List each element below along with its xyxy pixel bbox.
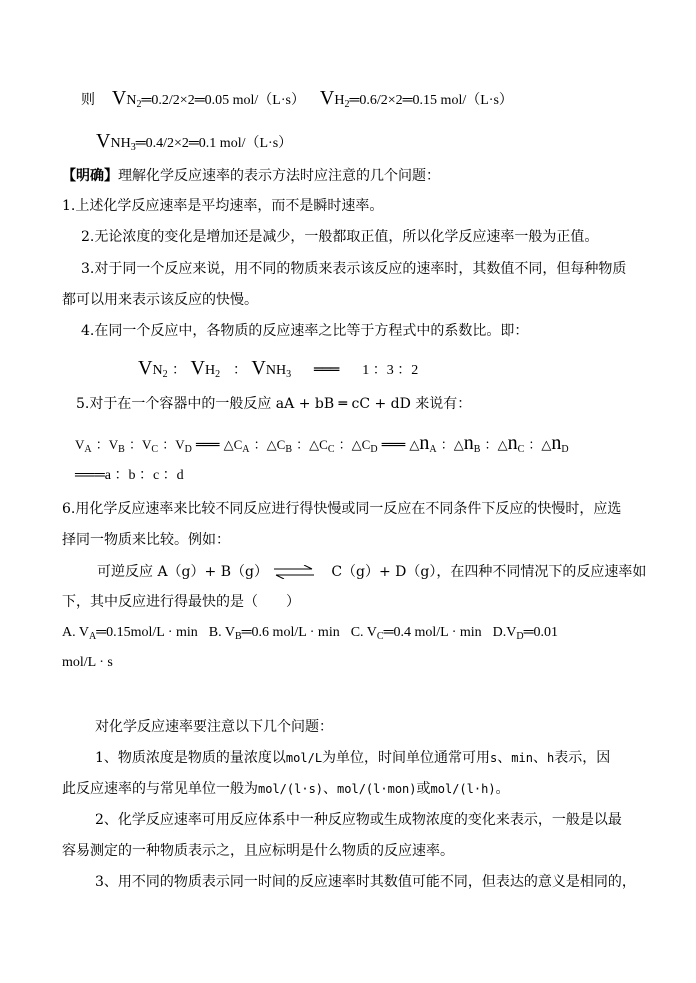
option-c[interactable]: C. $V_C═0.4$ mol/L · min [350,625,482,642]
point-4: 4.在同一个反应中，各物质的反应速率之比等于方程式中的系数比。即： [81,323,529,339]
answer-options [62,625,558,643]
section-2-point-2-line-2: 容易测定的一种物质表示之，且应标明是什么物质的反应速率。 [62,843,454,859]
example-reaction: 可逆反应 A（g）+ B（g） C（g）+ D（g），在四种不同情况下的反应速率如 [97,564,647,580]
clarify-heading: 【明确】理解化学反应速率的表示方法时应注意的几个问题： [62,168,440,184]
ratio-value: 1 ：3 ：2 [362,363,419,378]
general-rate-ratio: ═══a ：b ：c ：d [75,468,184,483]
rate-h2-value: ═0.6/2×2═0.15 mol/（L·s） [349,93,513,108]
general-rate-equation: $V_A$ ：$V_B$ ：$V_C$ ：$V_D$ ═══ $\triangle C_A$ ：$\triangle C_B$ ：$\triangle C_C$ ：$\triangle C_D$ ═══ $\triangle n_A$ ：$\triangle n_B$ ：$\triangle n_C$ ：$\triangle n_D$ [75,432,569,455]
point-3-line-1: 3.对于同一个反应来说，用不同的物质来表示该反应的速率时，其数值不同，但每种物质 [81,261,627,277]
rate-n2-h2-line: 则 $VN_2═0.2/2\times 2═0.05$ mol/（L·s） $VH_2═0.6/2\times 2═0.15$ mol/（L·s） [81,87,513,110]
option-d[interactable]: $D.V_D═0.01$ [492,625,559,642]
clarify-bracket: 【明确】 [62,168,118,184]
point-1: 1.上述化学反应速率是平均速率，而不是瞬时速率。 [62,198,384,214]
point-6-line-2: 择同一物质来比较。例如： [62,532,230,548]
rate-nh3-value: ═0.4/2×2═0.1 mol/（L·s） [135,136,293,151]
section-2-point-3: 3、用不同的物质表示同一时间的反应速率时其数值可能不同，但表达的意义是相同的， [95,874,636,890]
point-5: 5.对于在一个容器中的一般反应 aA + bB ═ cC + dD 来说有： [76,396,472,412]
section-2-point-1-line-1: 1、物质浓度是物质的量浓度以mol/L为单位，时间单位通常可用s、min、h表示，因 [95,750,611,766]
option-a[interactable]: A. $V_A═0.15mol/L \cdot \min$ [62,625,198,642]
section-2-point-1-line-2: 此反应速率的与常见单位一般为mol/(l·s)、mol/(l·mon)或mol/(l·h)。 [62,781,510,797]
point-3-line-2: 都可以用来表示该反应的快慢。 [62,292,258,308]
rate-nh3-line: $VNH_3═0.4/2\times 2═0.1$ mol/（L·s） [96,130,293,153]
reversible-arrow-icon [272,565,316,579]
option-b[interactable]: B. $V_B═0.6$ mol/L · min [208,625,340,642]
then-prefix: 则 [81,92,95,108]
section-2-title: 对化学反应速率要注意以下几个问题： [95,719,333,735]
rate-n2-value: ═0.2/2×2═0.05 mol/（L·s） [141,93,305,108]
rate-ratio-equation: $VN_2$ ： $VH_2$ ： $VNH_3$ ═══ 1 ：3 ：2 [138,357,419,380]
example-question: 下，其中反应进行得最快的是（ ） [62,594,300,610]
point-2: 2.无论浓度的变化是增加还是减少，一般都取正值，所以化学反应速率一般为正值。 [81,229,599,245]
point-6-line-1: 6.用化学反应速率来比较不同反应进行得快慢或同一反应在不同条件下反应的快慢时，应选 [62,501,622,517]
option-d-unit: mol/L · s [62,655,113,670]
section-2-point-2-line-1: 2、化学反应速率可用反应体系中一种反应物或生成物浓度的变化来表示，一般是以最 [95,812,622,828]
